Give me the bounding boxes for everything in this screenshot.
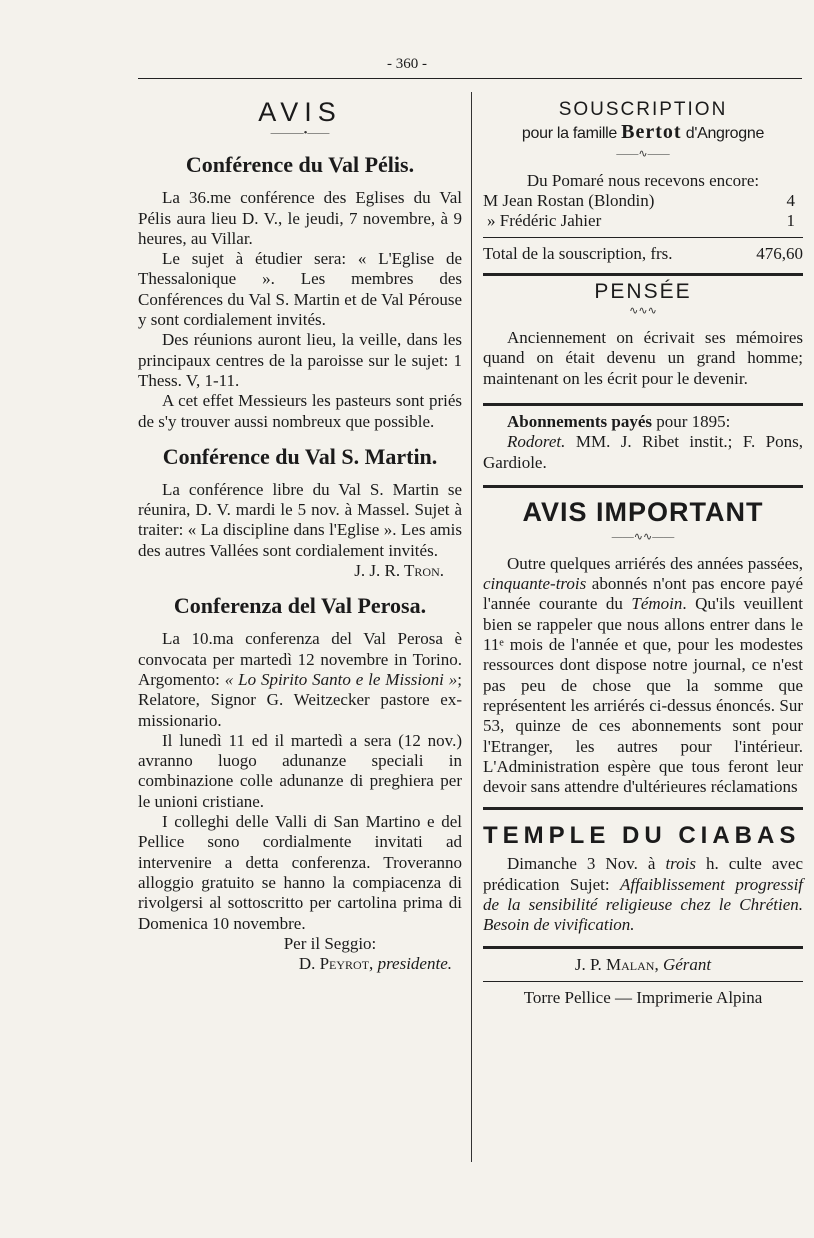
column-divider (471, 92, 472, 1162)
divider-rule (483, 807, 803, 810)
conf-perosa-p2: Il lunedì 11 ed il martedì a sera (12 nov.) avranno luogo adunanze speciali in combinazione colle adunanze di preghiera per le unioni cristiane. (138, 730, 462, 811)
avis-important-title: AVIS IMPORTANT (522, 496, 764, 527)
souscription-row-value: 4 (786, 190, 795, 210)
avis-title: AVIS (258, 97, 342, 127)
divider-rule (483, 237, 803, 238)
abonnements-names: MM. J. Ribet instit.; F. Pons, Gardiole. (483, 432, 803, 472)
souscription-total-value: 476,60 (756, 244, 803, 264)
conf-pelis-title: Conférence du Val Pélis. (185, 152, 415, 178)
avis-important-text (483, 554, 803, 798)
gerant-line (483, 955, 803, 975)
conf-perosa-p1-rest: ; Relatore, Signor G. Weitzecker pastore ex-missionario. (138, 669, 462, 730)
gerant-title: Gérant (662, 954, 712, 974)
souscription-intro: Du Pomaré nous recevons encore: (526, 170, 760, 190)
pensee-text: Anciennement on écrivait ses mémoires quand on était devenu un grand homme; maintenant on les écrit pour le devenir. (483, 328, 803, 388)
ornament-divider: ∿∿∿ (629, 305, 657, 318)
temple-time: trois (665, 854, 696, 874)
souscription-total (483, 244, 803, 264)
souscription-subtitle (483, 122, 803, 144)
avis-important-count: cinquante-trois (483, 574, 587, 594)
souscription-row (483, 211, 803, 231)
ornament-divider: ——∿∿—— (611, 530, 675, 543)
ornament-divider: ———•—— (270, 127, 330, 140)
souscription-family-name: Bertot (621, 121, 682, 144)
abonnements-text (483, 432, 803, 473)
souscription-row-label: M Jean Rostan (Blondin) (483, 190, 655, 210)
souscription-sub-a: pour la famille (521, 125, 622, 143)
conf-pelis-p3: Des réunions auront lieu, la veille, dans les principaux centres de la paroisse sur le sujet: 1 Thess. V, 1-11. (138, 330, 462, 390)
conf-perosa-sign-2 (138, 954, 462, 974)
imprint-line: Torre Pellice — Imprimerie Alpina (523, 987, 763, 1007)
temple-text (483, 854, 803, 935)
abonnements-place: Rodoret. (507, 432, 566, 452)
souscription-title: SOUSCRIPTION (558, 99, 728, 120)
conf-perosa-p1-text: La 10.ma conferenza del Val Perosa è convocata per martedì 12 novembre in Torino. Argomento: (138, 629, 462, 689)
conf-perosa-p1 (138, 629, 462, 730)
pensee-title: PENSÉE (594, 279, 692, 303)
conf-perosa-topic: « Lo Spirito Santo e le Missioni » (224, 669, 458, 689)
avis-important-t2: abonnés n'ont pas encore payé l'année courante du (483, 574, 803, 614)
conf-perosa-title: Conferenza del Val Perosa. (173, 593, 427, 619)
left-column (138, 96, 462, 974)
temple-title: TEMPLE DU CIABAS (483, 822, 801, 850)
conf-martin-title: Conférence du Val S. Martin. (162, 443, 438, 469)
divider-rule (483, 485, 803, 488)
souscription-row-label: » Frédéric Jahier (487, 211, 602, 231)
conf-pelis-p4: A cet effet Messieurs les pasteurs sont priés de s'y trouver aussi nombreux que possible. (138, 391, 462, 431)
divider-rule (483, 981, 803, 982)
souscription-sub-b: d'Angrogne (681, 125, 765, 143)
souscription-total-label: Total de la souscription, frs. (483, 244, 673, 264)
temple-subject: Affaiblissement progressif de la sensibilité religieuse chez le Chrétien. Besoin de vivification. (483, 874, 804, 935)
souscription-row (483, 191, 803, 211)
avis-important-journal: Témoin (631, 594, 683, 614)
conf-pelis-p2: Le sujet à étudier sera: « L'Eglise de Thessalonique ». Les membres des Conférences du Val S. Martin et de Val Pérouse y sont cordialement invités. (138, 249, 462, 330)
temple-t2: h. culte avec prédication Sujet: (483, 854, 803, 894)
right-column (483, 96, 803, 1008)
abonnements-heading (483, 412, 803, 432)
avis-important-t1: Outre quelques arriérés des années passées, (507, 553, 803, 573)
conf-perosa-sign-1: Per il Seggio: (283, 933, 377, 953)
ornament-divider: ——∿—— (616, 147, 670, 160)
conf-martin-signature: J. J. R. Tron. (354, 561, 444, 581)
conf-perosa-p3: I colleghi delle Valli di San Martino e del Pellice sono cordialmente invitati ad intervenire a detta conferenza. Troveranno alloggio gratuito se hanno la compiacenza di rivolgersi al sottoscritto per cartolina prima di Domenica 10 novembre. (138, 812, 462, 933)
abonnements-label: Abonnements payés (507, 411, 652, 431)
gerant-name: J. P. Malan, (574, 954, 659, 974)
president-title: presidente. (377, 954, 452, 974)
conf-pelis-p1: La 36.me conférence des Eglises du Val Pélis aura lieu D. V., le jeudi, 7 novembre, à 9 heures, au Villar. (138, 188, 462, 248)
abonnements-year: pour 1895: (652, 411, 731, 431)
president-name: D. Peyrot, (298, 954, 374, 974)
avis-important-t3: . Qu'ils veuillent bien se rappeler que nous allons entrer dans le 11ᵉ mois de l'année et que, pour les modestes ressources dont dispose notre journal, ce n'est pas peu de chose que la somme que représentent les arriérés ci-dessus énoncés. Sur 53, quinze de ces abonnements sont pour l'Etranger, les autres pour l'intérieur. L'Administration espère que tous feront leur devoir sans attendre d'ultérieures réclamations (483, 594, 803, 797)
souscription-row-value: 1 (786, 211, 795, 231)
page-number: - 360 - (387, 56, 427, 72)
divider-rule (483, 946, 803, 949)
temple-t1: Dimanche 3 Nov. à (507, 854, 666, 874)
divider-rule (483, 403, 803, 406)
header-rule (138, 78, 802, 79)
conf-martin-p1: La conférence libre du Val S. Martin se réunira, D. V. mardi le 5 nov. à Massel. Sujet à traiter: « La discipline dans l'Eglise ». Les amis des autres Vallées sont cordialement invités. (138, 479, 462, 560)
divider-rule (483, 273, 803, 276)
